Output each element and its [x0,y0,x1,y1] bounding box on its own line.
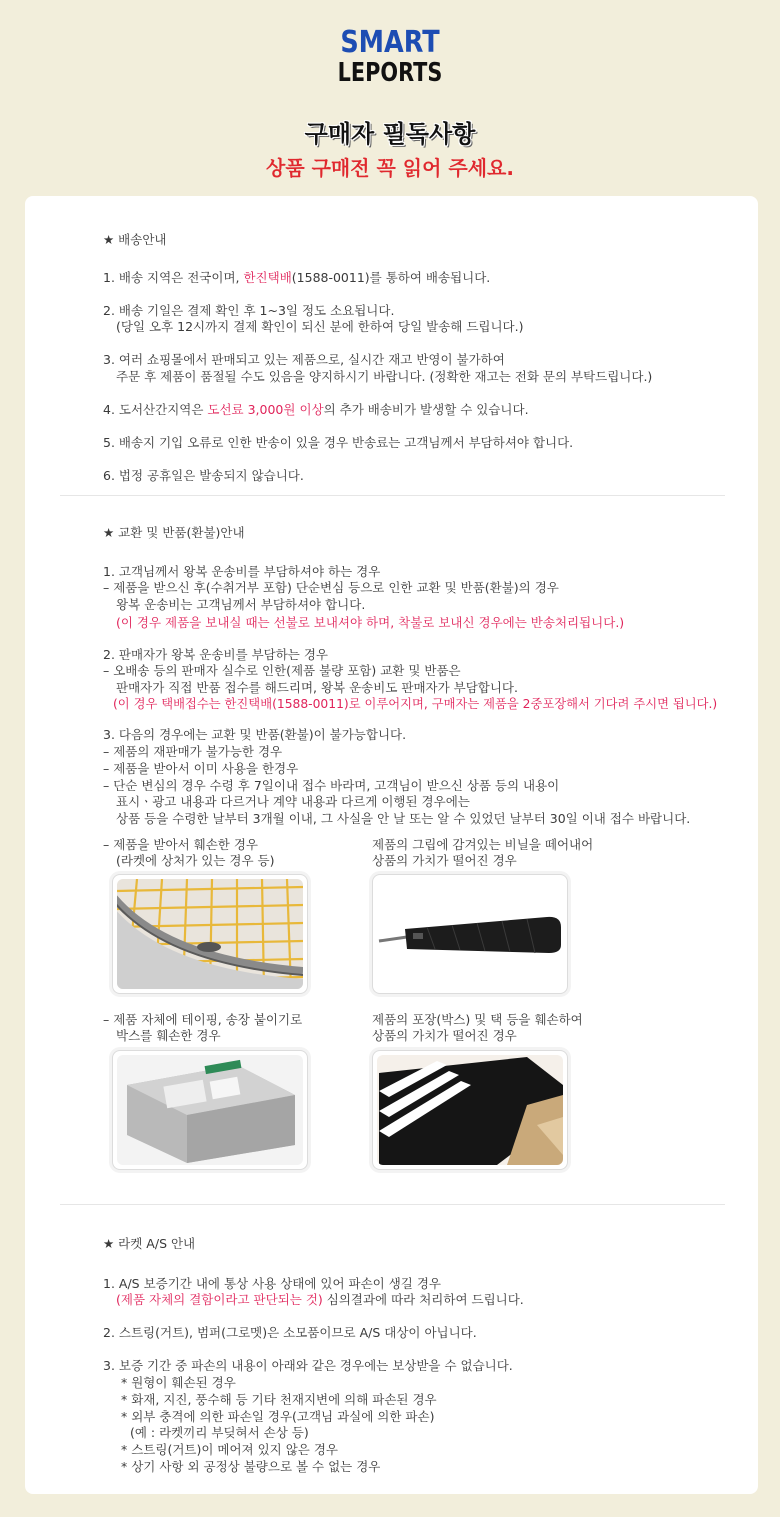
exchange-case-1-detail: – 제품을 받으신 후(수취거부 포함) 단순변심 등으로 인한 교환 및 반품(환불)의 경우 [103,580,559,595]
logo-line-2: LEPORTS [337,58,443,88]
exchange-case-1: 1. 고객님께서 왕복 운송비를 부담하셔야 하는 경우 [103,564,381,579]
damaged-package-photo [372,1050,568,1170]
as-item-3: 3. 보증 기간 중 파손의 내용이 아래와 같은 경우에는 보상받을 수 없습니다. [103,1358,513,1373]
photo-3-caption-2: 박스를 훼손한 경우 [116,1028,221,1043]
logo-line-1: SMART [340,25,440,60]
shipping-item-3-note: 주문 후 제품이 품절될 수도 있음을 양지하시기 바랍니다. (정확한 재고는 전화 문의 부탁드립니다.) [116,369,653,384]
shipping-item-5: 5. 배송지 기입 오류로 인한 반송이 있을 경우 반송료는 고객님께서 부담하셔야 합니다. [103,435,574,450]
grip-photo [372,874,568,994]
photo-4-caption: 제품의 포장(박스) 및 택 등을 훼손하여 [372,1012,583,1027]
exchange-case-3-c2: 표시ㆍ광고 내용과 다르거나 계약 내용과 다르게 이행된 경우에는 [116,794,470,809]
section-divider-2 [60,1204,725,1205]
exchange-heading: ★ 교환 및 반품(환불)안내 [103,525,245,540]
photo-4-caption-2: 상품의 가치가 떨어진 경우 [372,1028,517,1043]
page-subtitle: 상품 구매전 꼭 읽어 주세요. [266,156,514,180]
exchange-case-3-a: – 제품의 재판매가 불가능한 경우 [103,744,283,759]
page-title: 구매자 필독사항 [304,120,476,148]
exchange-case-3: 3. 다음의 경우에는 교환 및 반품(환불)이 불가능합니다. [103,727,407,742]
as-item-3-a: * 원형이 훼손된 경우 [121,1375,236,1390]
shipping-item-2-note: (당일 오후 12시까지 결제 확인이 되신 분에 한하여 당일 발송해 드립니다.) [116,319,524,334]
photo-1-caption: – 제품을 받아서 훼손한 경우 [103,837,258,852]
as-item-1: 1. A/S 보증기간 내에 통상 사용 상태에 있어 파손이 생길 경우 [103,1276,442,1291]
taped-box-photo [112,1050,308,1170]
photo-3-caption: – 제품 자체에 테이핑, 송장 붙이기로 [103,1012,303,1027]
exchange-case-2-detail-2: 판매자가 직접 반품 접수를 해드리며, 왕복 운송비도 판매자가 부담합니다. [116,680,518,695]
photo-2-caption-2: 상품의 가치가 떨어진 경우 [372,853,517,868]
as-item-3-e: * 상기 사항 외 공정상 불량으로 볼 수 없는 경우 [121,1459,381,1474]
as-item-3-c: * 외부 충격에 의한 파손일 경우(고객님 과실에 의한 파손) [121,1409,435,1424]
shipping-heading: ★ 배송안내 [103,232,167,247]
exchange-case-2-note: (이 경우 택배접수는 한진택배(1588-0011)로 이루어지며, 구매자는 제품을 2중포장해서 기다려 주시면 됩니다.) [113,697,718,711]
as-item-3-d: * 스트링(거트)이 메어져 있지 않은 경우 [121,1442,338,1457]
as-item-3-c-example: (예 : 라켓끼리 부딪혀서 손상 등) [130,1425,309,1440]
brand-logo [0,25,780,88]
exchange-case-1-note: (이 경우 제품을 보내실 때는 선불로 보내셔야 하며, 착불로 보내신 경우에는 반송처리됩니다.) [116,615,625,630]
exchange-case-3-c3: 상품 등을 수령한 날부터 3개월 이내, 그 사실을 안 날 또는 알 수 있었던 날부터 30일 이내 접수 바랍니다. [116,811,691,826]
shipping-item-3: 3. 여러 쇼핑몰에서 판매되고 있는 제품으로, 실시간 재고 반영이 불가하여 [103,352,505,367]
exchange-case-3-c: – 단순 변심의 경우 수령 후 7일이내 접수 바라며, 고객님이 받으신 상품 등의 내용이 [103,778,560,793]
as-item-3-b: * 화재, 지진, 풍수해 등 기타 천재지변에 의해 파손된 경우 [121,1392,437,1407]
exchange-case-1-detail-2: 왕복 운송비는 고객님께서 부담하셔야 합니다. [116,597,366,612]
shipping-item-6: 6. 법정 공휴일은 발송되지 않습니다. [103,468,304,483]
section-divider [60,495,725,496]
as-heading: ★ 라켓 A/S 안내 [103,1236,196,1251]
shipping-item-1: 1. 배송 지역은 전국이며, 한진택배(1588-0011)를 통하여 배송됩니다. [103,270,491,285]
shipping-item-4: 4. 도서산간지역은 도선료 3,000원 이상의 추가 배송비가 발생할 수 있습니다. [103,402,529,417]
as-item-2: 2. 스트링(거트), 범퍼(그로멧)은 소모품이므로 A/S 대상이 아닙니다. [103,1325,477,1340]
exchange-case-2: 2. 판매자가 왕복 운송비를 부담하는 경우 [103,647,328,662]
exchange-case-2-detail: – 오배송 등의 판매자 실수로 인한(제품 불량 포함) 교환 및 반품은 [103,663,461,678]
photo-1-caption-2: (라켓에 상처가 있는 경우 등) [116,853,275,868]
shipping-item-2: 2. 배송 기일은 결제 확인 후 1~3일 정도 소요됩니다. [103,303,395,318]
exchange-case-3-b: – 제품을 받아서 이미 사용을 한경우 [103,761,299,776]
damaged-racket-photo [112,874,308,994]
photo-2-caption: 제품의 그립에 감겨있는 비닐을 떼어내어 [372,837,594,852]
as-item-1-detail: (제품 자체의 결함이라고 판단되는 것) 심의결과에 따라 처리하여 드립니다. [116,1292,524,1307]
